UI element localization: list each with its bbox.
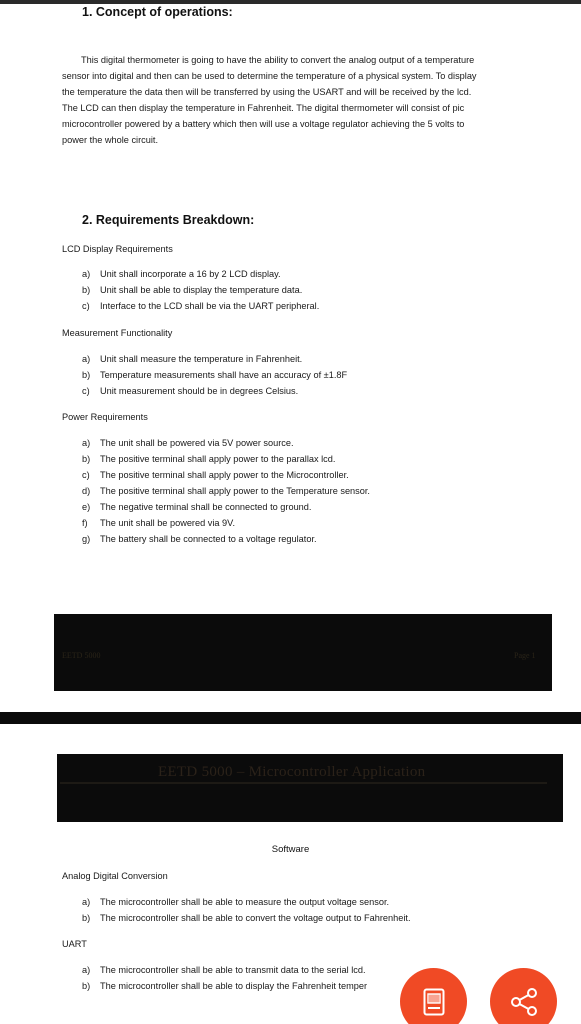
header-title: EETD 5000 – Microcontroller Application — [158, 764, 426, 780]
concept-line: sensor into digital and then can be used to determine the temperature of a physical system. To display — [62, 71, 477, 81]
measurement-title: Measurement Functionality — [62, 328, 173, 338]
list-item: b) The microcontroller shall be able to display the Fahrenheit temper — [82, 981, 368, 991]
list-item: e) The negative terminal shall be connected to ground. — [82, 502, 312, 512]
software-section-label: Software — [271, 844, 310, 855]
concept-line: The LCD can then display the temperature in Fahrenheit. The digital thermometer will consist of pic — [62, 103, 465, 113]
header-rule — [60, 782, 547, 784]
list-item: f) The unit shall be powered via 9V. — [82, 518, 236, 528]
list-item: a) Unit shall measure the temperature in Fahrenheit. — [82, 354, 303, 364]
list-item: d) The positive terminal shall apply power to the Temperature sensor. — [82, 486, 370, 496]
list-item: c) Unit measurement should be in degrees Celsius. — [82, 386, 299, 396]
list-item: b) Temperature measurements shall have an accuracy of ±1.8F — [82, 370, 348, 380]
concept-heading: 1. Concept of operations: — [82, 5, 233, 19]
concept-line: power the whole circuit. — [62, 135, 159, 145]
list-item: a) Unit shall incorporate a 16 by 2 LCD display. — [82, 269, 281, 279]
concept-line: This digital thermometer is going to have the ability to convert the analog output of a temperature — [81, 55, 475, 65]
redacted-footer — [54, 614, 552, 691]
list-item: a) The microcontroller shall be able to transmit data to the serial lcd. — [82, 965, 366, 975]
list-item: b) Unit shall be able to display the temperature data. — [82, 285, 303, 295]
list-item: c) The positive terminal shall apply power to the Microcontroller. — [82, 470, 349, 480]
footer-right-text: Page 1 — [514, 651, 536, 660]
power-requirements-title: Power Requirements — [62, 412, 148, 422]
document-list-icon — [423, 988, 445, 1016]
requirements-heading: 2. Requirements Breakdown: — [82, 213, 255, 227]
list-item: a) The microcontroller shall be able to measure the output voltage sensor. — [82, 897, 390, 907]
list-item: b) The microcontroller shall be able to convert the voltage output to Fahrenheit. — [82, 913, 411, 923]
adc-title: Analog Digital Conversion — [62, 871, 168, 881]
uart-title: UART — [62, 939, 87, 949]
page-separator — [0, 712, 581, 724]
list-item: a) The unit shall be powered via 5V power source. — [82, 438, 294, 448]
footer-left-text: EETD 5000 — [62, 651, 101, 660]
concept-line: the temperature the data then will be transferred by using the USART and will be received by the lcd. — [62, 87, 472, 97]
list-item: b) The positive terminal shall apply power to the parallax lcd. — [82, 454, 336, 464]
lcd-requirements-title: LCD Display Requirements — [62, 244, 173, 254]
list-item: c) Interface to the LCD shall be via the UART peripheral. — [82, 301, 320, 311]
list-item: g) The battery shall be connected to a voltage regulator. — [82, 534, 317, 544]
share-icon — [509, 987, 539, 1017]
concept-line: microcontroller powered by a battery which then will use a voltage regulator achieving the 5 volts to — [62, 119, 465, 129]
